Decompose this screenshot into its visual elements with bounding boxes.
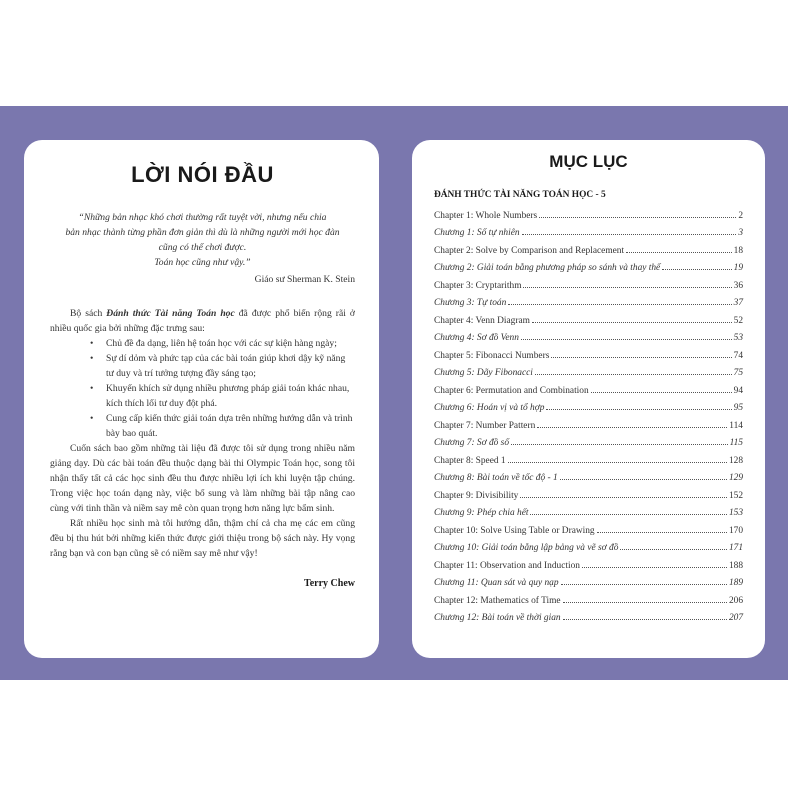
quote-author: Giáo sư Sherman K. Stein (254, 274, 355, 285)
toc-entry-label: Chương 4: Sơ đồ Venn (434, 333, 519, 343)
toc-entry[interactable] (434, 413, 743, 431)
toc-entry-label: Chapter 3: Cryptarithm (434, 280, 522, 291)
quote-line: Toán học cũng như vậy.” (154, 257, 251, 268)
intro-text: đã được phổ biến rộng rãi ở nhiều quốc gia bởi những đặc trưng sau: (50, 308, 355, 334)
preface-title: LỜI NÓI ĐẦU (131, 162, 274, 187)
toc-entry-label: Chapter 6: Permutation and Combination (434, 385, 589, 396)
toc-entry-label: Chương 1: Số tự nhiên (434, 228, 520, 238)
toc-leader-dots (539, 217, 736, 218)
toc-entry[interactable] (434, 606, 743, 624)
toc-entry-label: Chapter 7: Number Pattern (434, 420, 536, 431)
toc-entry-page: 18 (733, 245, 743, 256)
quote-line: cũng có thể chơi được. (158, 242, 247, 253)
toc-entry-page: 36 (733, 280, 743, 291)
toc-entry-page: 115 (729, 438, 743, 448)
toc-entry[interactable] (434, 326, 743, 344)
toc-entry-page: 171 (728, 543, 743, 553)
toc-entry-page: 94 (733, 385, 743, 396)
toc-entry-page: 37 (733, 298, 743, 308)
toc-entry[interactable] (434, 256, 743, 274)
toc-entry-label: Chapter 8: Speed 1 (434, 455, 506, 466)
toc-leader-dots (521, 339, 732, 340)
toc-leader-dots (508, 462, 727, 463)
toc-entry-label: Chapter 2: Solve by Comparison and Replacement (434, 245, 625, 256)
toc-entry-label: Chapter 1: Whole Numbers (434, 210, 538, 221)
toc-entry-label: Chapter 10: Solve Using Table or Drawing (434, 525, 595, 536)
toc-entry-label: Chương 10: Giải toán bằng lập bảng và vẽ sơ đồ (434, 543, 619, 553)
toc-leader-dots (546, 409, 731, 410)
toc-entry-label: Chương 9: Phép chia hết (434, 508, 529, 518)
toc-entry-label: Chapter 9: Divisibility (434, 490, 519, 501)
toc-entry-page: 95 (733, 403, 743, 413)
toc-leader-dots (591, 392, 732, 393)
toc-entry-label: Chương 3: Tự toán (434, 298, 507, 308)
toc-leader-dots (582, 567, 727, 568)
toc-entry-label: Chương 11: Quan sát và quy nạp (434, 578, 559, 588)
toc-entry-page: 207 (728, 613, 743, 623)
toc-leader-dots (511, 444, 728, 445)
toc-leader-dots (620, 549, 727, 550)
toc-leader-dots (626, 252, 732, 253)
toc-entry[interactable] (434, 431, 743, 449)
toc-entry[interactable] (434, 343, 743, 361)
epigraph-quote (50, 210, 355, 270)
list-item: • Chủ đề đa dạng, liên hệ toán học với các sự kiện hàng ngày; (106, 336, 355, 351)
toc-leader-dots (563, 602, 727, 603)
toc-entry-page: 152 (728, 490, 743, 501)
toc-entry[interactable] (434, 571, 743, 589)
list-item: • Khuyến khích sử dụng nhiều phương pháp giải toán khác nhau, kích thích lối tư duy đột phá. (106, 381, 355, 411)
toc-entry[interactable] (434, 553, 743, 571)
toc-entry[interactable] (434, 361, 743, 379)
toc-entry[interactable] (434, 536, 743, 554)
toc-entry[interactable] (434, 448, 743, 466)
toc-entry-label: Chapter 4: Venn Diagram (434, 315, 530, 326)
preface-page (24, 140, 379, 658)
intro-paragraph (50, 306, 355, 336)
toc-leader-dots (551, 357, 731, 358)
toc-leader-dots (532, 322, 732, 323)
toc-entry-label: Chương 5: Dãy Fibonacci (434, 368, 533, 378)
toc-entry-label: Chương 12: Bài toán về thời gian (434, 613, 561, 623)
toc-entry-page: 53 (733, 333, 743, 343)
toc-entry[interactable] (434, 396, 743, 414)
intro-text: Bộ sách (70, 308, 107, 319)
toc-entry-page: 170 (728, 525, 743, 536)
toc-entry-page: 153 (728, 508, 743, 518)
toc-entry-label: Chương 8: Bài toán về tốc độ - 1 (434, 473, 558, 483)
toc-leader-dots (522, 234, 737, 235)
book-name: Đánh thức Tài năng Toán học (106, 308, 235, 319)
body-paragraph: Rất nhiều học sinh mà tôi hướng dẫn, thậm chí cả cha mẹ các em cũng đều bị thu hút bởi những kiến thức được giới thiệu trong bộ sách này. Hy vọng rằng bạn và con bạn cũng sẽ có niềm say mê như vậy! (50, 518, 355, 559)
toc-entry-page: 52 (733, 315, 743, 326)
toc-entry[interactable] (434, 221, 743, 239)
toc-entry[interactable] (434, 378, 743, 396)
quote-line: “Những bản nhạc khó chơi thường rất tuyệt vời, nhưng nếu chia (78, 212, 327, 223)
toc-entry-page: 189 (728, 578, 743, 588)
feature-list (50, 336, 355, 441)
toc-entry[interactable] (434, 466, 743, 484)
toc-section-heading: ĐÁNH THỨC TÀI NĂNG TOÁN HỌC - 5 (434, 190, 606, 200)
toc-entry-page: 74 (733, 350, 743, 361)
toc-entry-page: 188 (728, 560, 743, 571)
toc-entry-page: 114 (729, 420, 743, 431)
toc-entry-label: Chapter 12: Mathematics of Time (434, 595, 561, 606)
toc-entry[interactable] (434, 518, 743, 536)
toc-entry[interactable] (434, 273, 743, 291)
toc-leader-dots (530, 514, 726, 515)
toc-leader-dots (537, 427, 727, 428)
list-item: • Sự dí dỏm và phức tạp của các bài toán giúp khơi dậy kỹ năng tư duy và trí tưởng tượng đầy sáng tạo; (106, 351, 355, 381)
toc-entry[interactable] (434, 501, 743, 519)
toc-leader-dots (597, 532, 727, 533)
toc-title: MỤC LỤC (549, 152, 628, 171)
toc-entry-label: Chapter 5: Fibonacci Numbers (434, 350, 550, 361)
toc-leader-dots (520, 497, 727, 498)
toc-entry-label: Chapter 11: Observation and Induction (434, 560, 580, 571)
toc-entry[interactable] (434, 308, 743, 326)
toc-entry[interactable] (434, 203, 743, 221)
toc-leader-dots (560, 479, 727, 480)
toc-leader-dots (662, 269, 731, 270)
toc-entry-page: 206 (728, 595, 743, 606)
toc-entry-label: Chương 6: Hoán vị và tổ hợp (434, 403, 545, 413)
toc-entry[interactable] (434, 588, 743, 606)
toc-entry-label: Chương 2: Giải toán bằng phương pháp so sánh và thay thế (434, 263, 661, 273)
toc-leader-dots (563, 619, 727, 620)
toc-leader-dots (508, 304, 731, 305)
toc-entry-page: 19 (733, 263, 743, 273)
body-paragraph: Cuốn sách bao gồm những tài liệu đã được tôi sử dụng trong nhiều năm giảng dạy. Dù các bài toán đều thuộc dạng bài thi Olympic Toán học, song tôi nhận thấy tất cả các học sinh đều thu được nhiều lợi ích khi luyện tập chúng. Trong việc học toán dạng này, việc bổ sung và làm những bài tập nâng cao cùng với tinh thần và niềm say mê còn quan trọng hơn năng lực bẩm sinh. (50, 443, 355, 514)
toc-entry[interactable] (434, 291, 743, 309)
toc-entry-page: 3 (738, 228, 743, 238)
toc-page (412, 140, 765, 658)
toc-entry-page: 129 (728, 473, 743, 483)
toc-entry-page: 75 (733, 368, 743, 378)
toc-list (434, 203, 743, 623)
list-item: • Cung cấp kiến thức giải toán dựa trên những hướng dẫn và trình bày bao quát. (106, 411, 355, 441)
toc-leader-dots (535, 374, 732, 375)
toc-entry-label: Chương 7: Sơ đồ số (434, 438, 510, 448)
quote-line: bản nhạc thành từng phần đơn giản thì dù là những người mới học đàn (65, 227, 340, 238)
author-signature: Terry Chew (303, 578, 355, 589)
toc-entry-page: 2 (738, 210, 743, 221)
toc-leader-dots (523, 287, 731, 288)
toc-entry[interactable] (434, 483, 743, 501)
toc-entry-page: 128 (728, 455, 743, 466)
toc-entry[interactable] (434, 238, 743, 256)
toc-leader-dots (561, 584, 727, 585)
